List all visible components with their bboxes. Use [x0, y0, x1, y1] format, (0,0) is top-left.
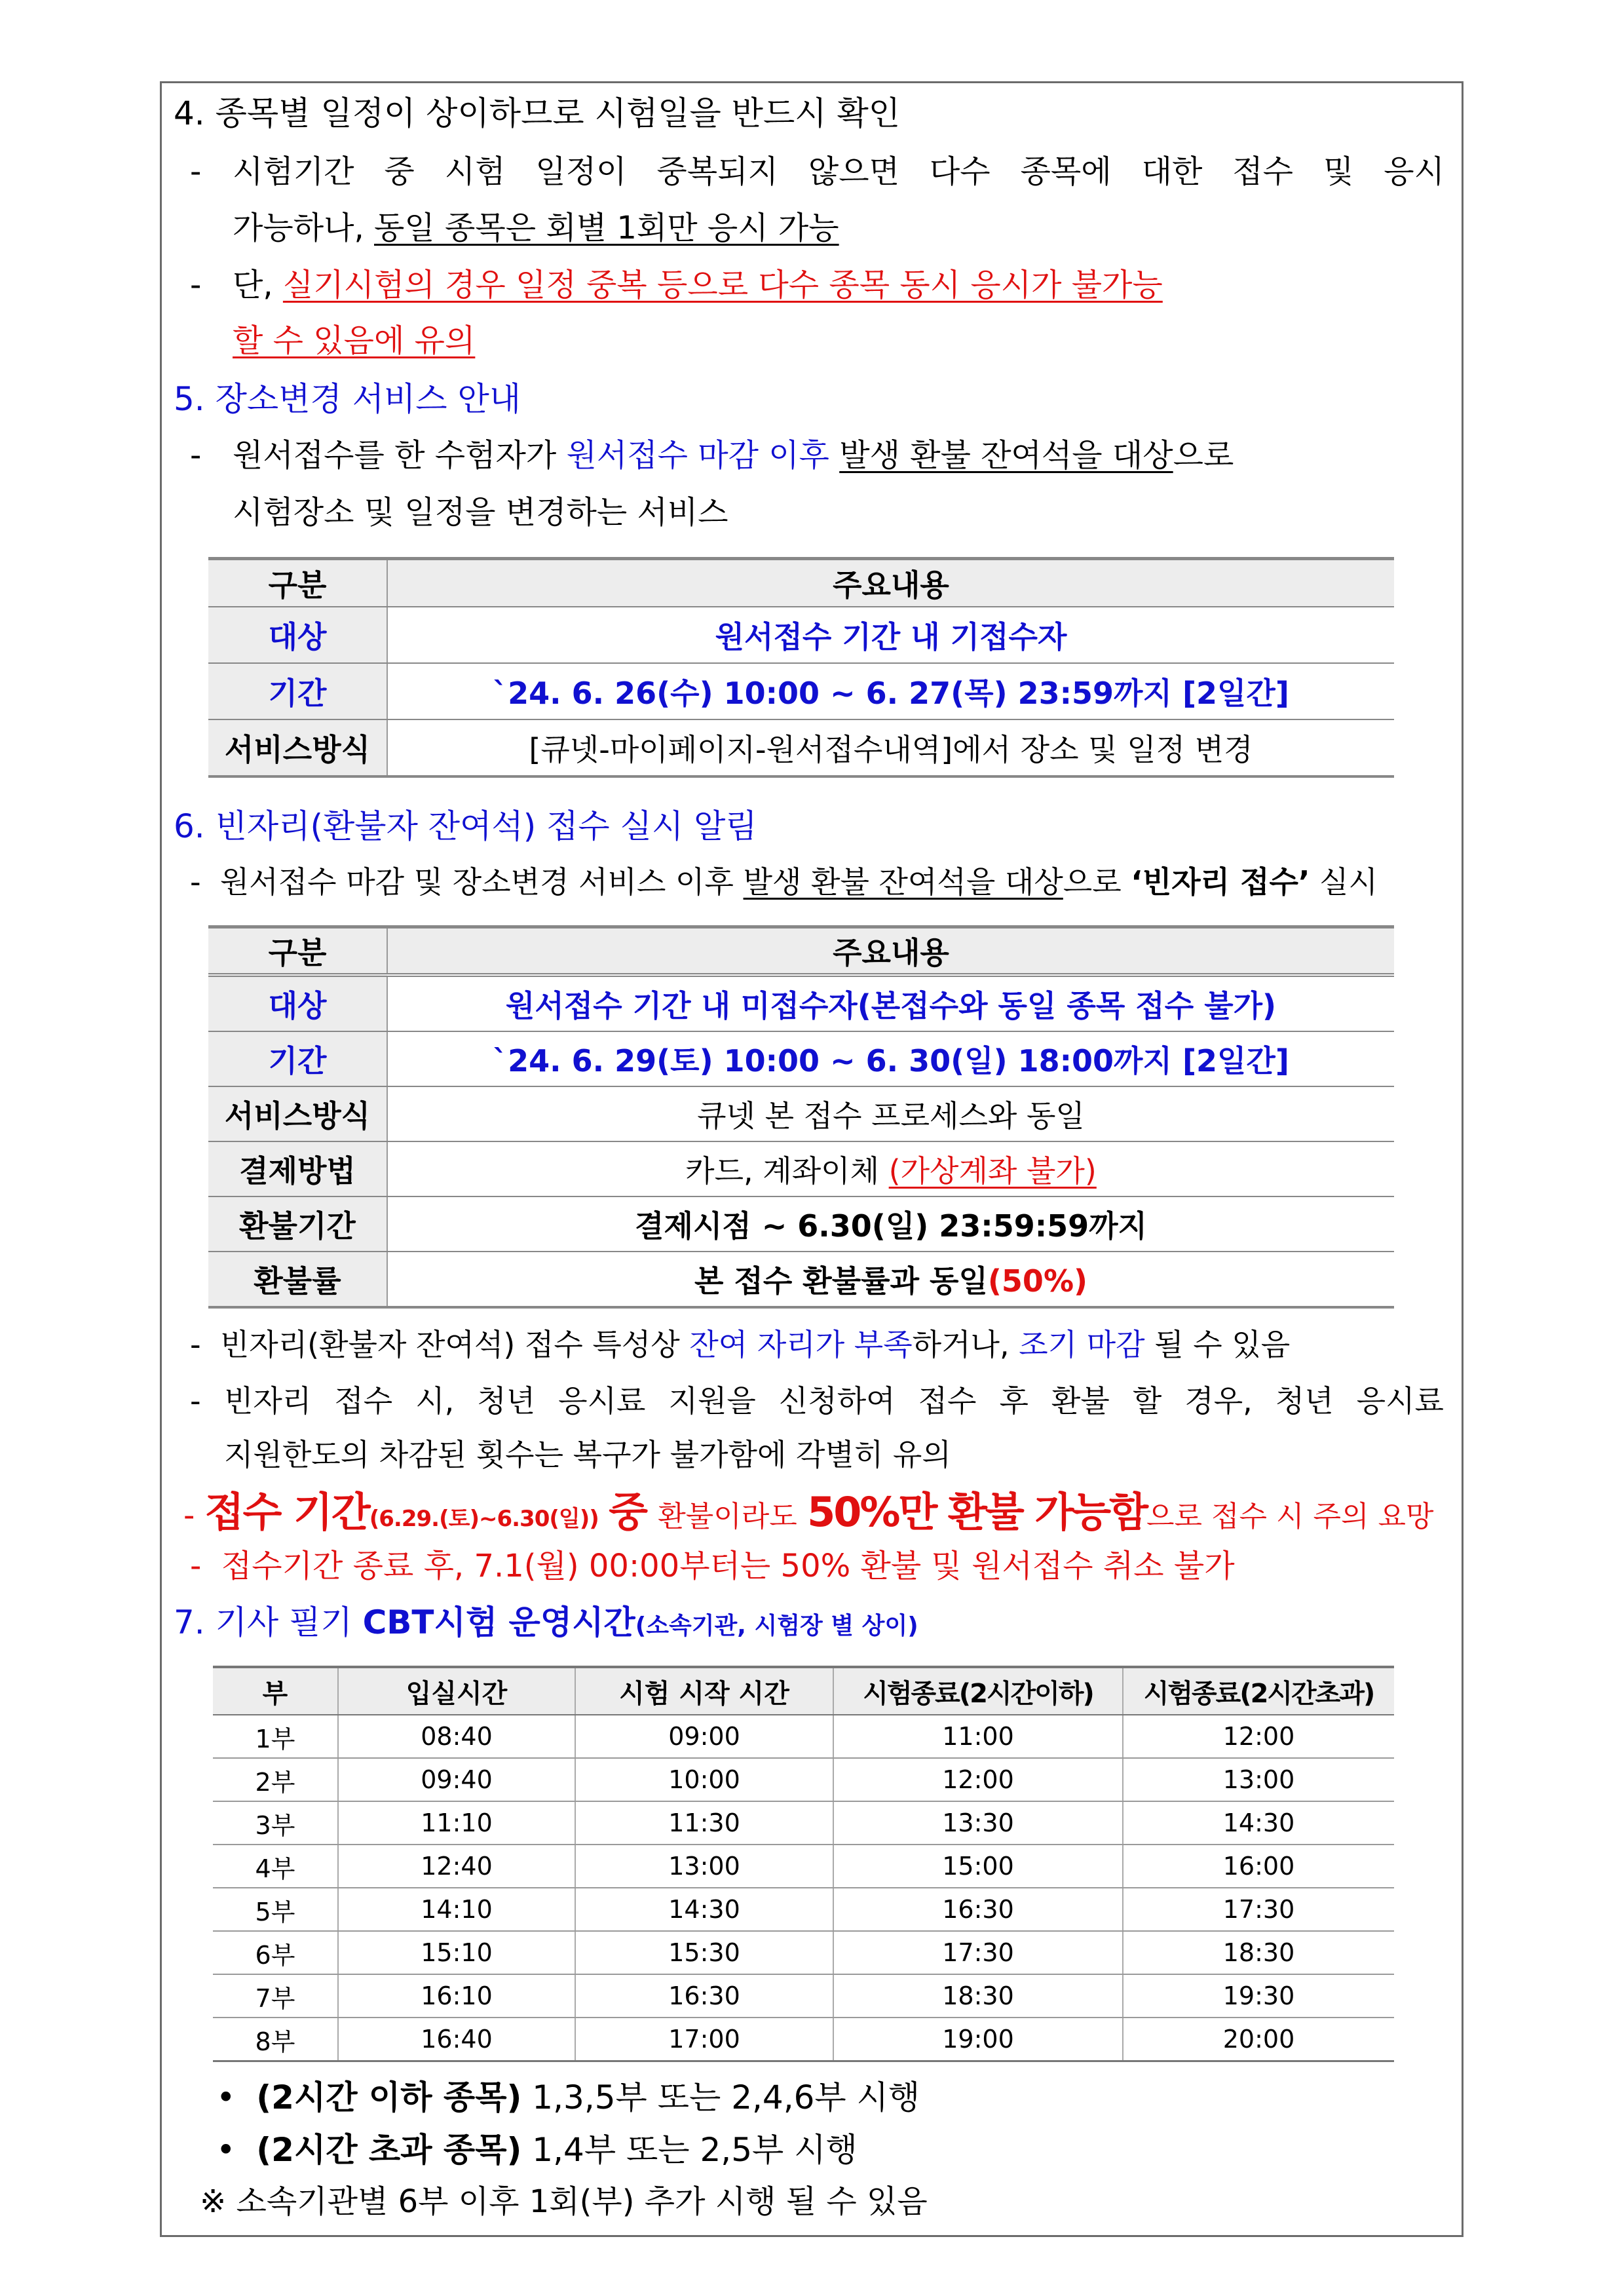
table-cell: 16:10 [338, 1974, 575, 2018]
table-row [213, 1758, 1394, 1801]
col-category: 구분 [208, 559, 387, 607]
table-cell: 16:30 [575, 1974, 833, 2018]
col-end-over2h: 시험종료(2시간초과) [1123, 1667, 1394, 1715]
table-cell: 19:30 [1123, 1974, 1394, 2018]
table-cell: 4부 [213, 1845, 338, 1888]
table-row: 결제방법 카드, 계좌이체 (가상계좌 불가) [208, 1141, 1394, 1196]
section7-heading: 7. 기사 필기 CBT시험 운영시간(소속기관, 시험장 별 상이) [174, 1603, 918, 1641]
same-item-once-note: 동일 종목은 회별 1회만 응시 가능 [374, 210, 839, 246]
bullet-over-2h: • (2시간 초과 종목) 1,4부 또는 2,5부 시행 [216, 2131, 858, 2169]
section5-line2: 시험장소 및 일정을 변경하는 서비스 [233, 494, 728, 531]
section6-note1: - 빈자리(환불자 잔여석) 접수 특성상 잔여 자리가 부족하거나, 조기 마감 될 수 있음 [190, 1327, 1291, 1362]
section6-note4: - 접수기간 종료 후, 7.1(월) 00:00부터는 50% 환불 및 원서접수 취소 불가 [190, 1548, 1235, 1584]
table-cell: 11:10 [338, 1801, 575, 1845]
table-cell: 12:00 [833, 1758, 1123, 1801]
section6-note2-line2: 지원한도의 차감된 횟수는 복구가 불가함에 각별히 유의 [224, 1437, 951, 1472]
section6-note3: - 접수 기간(6.29.(토)~6.30(일)) 중 환불이라도 50%만 환불 가능함으로 접수 시 주의 요망 [183, 1488, 1434, 1536]
table-cell: 17:00 [575, 2018, 833, 2061]
table-cell: 2부 [213, 1758, 338, 1801]
table-cell: 16:40 [338, 2018, 575, 2061]
section4-bullet2-line1: 단, 실기시험의 경우 일정 중복 등으로 다수 종목 동시 응시가 불가능 [233, 267, 1163, 303]
section4-dash-1: - [190, 153, 202, 190]
table-cell: 14:30 [575, 1888, 833, 1931]
table-cell: 19:00 [833, 2018, 1123, 2061]
section5-line1: 원서접수를 한 수험자가 원서접수 마감 이후 발생 환불 잔여석을 대상으로 [233, 437, 1234, 474]
table-row [213, 1974, 1394, 2018]
vacancy-registration-table [208, 925, 1394, 1309]
table-row [213, 1801, 1394, 1845]
table-cell: 09:00 [575, 1715, 833, 1758]
section6-heading: 6. 빈자리(환불자 잔여석) 접수 실시 알림 [174, 807, 757, 845]
table-header-row [213, 1667, 1394, 1715]
table-cell: 5부 [213, 1888, 338, 1931]
table-row: 서비스방식 [큐넷-마이페이지-원서접수내역]에서 장소 및 일정 변경 [208, 719, 1394, 776]
table-cell: 14:30 [1123, 1801, 1394, 1845]
col-content: 주요내용 [387, 559, 1394, 607]
table-cell: 16:30 [833, 1888, 1123, 1931]
section6-intro: - 원서접수 마감 및 장소변경 서비스 이후 발생 환불 잔여석을 대상으로 ‘빈자리 접수’ 실시 [190, 864, 1378, 900]
col-start-time: 시험 시작 시간 [575, 1667, 833, 1715]
table-cell: 15:10 [338, 1931, 575, 1974]
table-row: 환불기간 결제시점 ~ 6.30(일) 23:59:59까지 [208, 1196, 1394, 1252]
table-cell: 17:30 [833, 1931, 1123, 1974]
table-cell: 17:30 [1123, 1888, 1394, 1931]
table-cell: 09:40 [338, 1758, 575, 1801]
table-row [213, 1888, 1394, 1931]
table-cell: 18:30 [1123, 1931, 1394, 1974]
table-cell: 10:00 [575, 1758, 833, 1801]
section5-heading: 5. 장소변경 서비스 안내 [174, 380, 521, 418]
table-cell: 14:10 [338, 1888, 575, 1931]
location-change-table [208, 557, 1394, 778]
table-cell: 18:30 [833, 1974, 1123, 2018]
table-cell: 11:30 [575, 1801, 833, 1845]
table-cell: 8부 [213, 2018, 338, 2061]
table-cell: 15:30 [575, 1931, 833, 1974]
section4-bullet2-line2: 할 수 있음에 유의 [233, 322, 476, 359]
table-cell: 3부 [213, 1801, 338, 1845]
section4-heading: 4. 종목별 일정이 상이하므로 시험일을 반드시 확인 [174, 94, 901, 132]
table-cell: 20:00 [1123, 2018, 1394, 2061]
table-header-row [208, 559, 1394, 607]
section6-note2-line1: 빈자리 접수 시, 청년 응시료 지원을 신청하여 접수 후 환불 할 경우, 청년 응시료 [224, 1383, 1444, 1419]
table-row [213, 1715, 1394, 1758]
table-row: 기간 `24. 6. 26(수) 10:00 ~ 6. 27(목) 23:59까지 [2일간] [208, 663, 1394, 719]
table-cell: 15:00 [833, 1845, 1123, 1888]
section5-dash: - [190, 437, 202, 474]
table-row: 서비스방식 큐넷 본 접수 프로세스와 동일 [208, 1086, 1394, 1141]
table-cell: 08:40 [338, 1715, 575, 1758]
table-row: 환불률 본 접수 환불률과 동일(50%) [208, 1252, 1394, 1307]
table-cell: 12:00 [1123, 1715, 1394, 1758]
table-cell: 11:00 [833, 1715, 1123, 1758]
section4-bullet1-line2: 가능하나, 동일 종목은 회별 1회만 응시 가능 [233, 210, 839, 246]
section4-bullet1-line1: 시험기간 중 시험 일정이 중복되지 않으면 다수 종목에 대한 접수 및 응시 [233, 153, 1445, 190]
table-row [213, 1931, 1394, 1974]
bullet-under-2h: • (2시간 이하 종목) 1,3,5부 또는 2,4,6부 시행 [216, 2078, 920, 2116]
col-entry-time: 입실시간 [338, 1667, 575, 1715]
table-cell: 7부 [213, 1974, 338, 2018]
practical-exam-warning: 실기시험의 경우 일정 중복 등으로 다수 종목 동시 응시가 불가능 [282, 267, 1163, 303]
table-row: 기간 `24. 6. 29(토) 10:00 ~ 6. 30(일) 18:00까지 [2일간] [208, 1031, 1394, 1086]
table-row [213, 1845, 1394, 1888]
section6-note2-dash: - [190, 1383, 201, 1419]
table-cell: 1부 [213, 1715, 338, 1758]
cbt-schedule-table [213, 1666, 1394, 2062]
table-row: 대상 원서접수 기간 내 기접수자 [208, 607, 1394, 663]
section4-dash-2: - [190, 267, 202, 303]
col-end-under2h: 시험종료(2시간이하) [833, 1667, 1123, 1715]
table-row [213, 2018, 1394, 2061]
table-cell: 13:30 [833, 1801, 1123, 1845]
section7-note: ※ 소속기관별 6부 이후 1회(부) 추가 시행 될 수 있음 [200, 2183, 928, 2220]
table-header-row: 구분 주요내용 [208, 927, 1394, 976]
table-cell: 13:00 [575, 1845, 833, 1888]
table-row: 대상 원서접수 기간 내 미접수자(본접수와 동일 종목 접수 불가) [208, 975, 1394, 1031]
table-cell: 16:00 [1123, 1845, 1394, 1888]
table-cell: 12:40 [338, 1845, 575, 1888]
col-session: 부 [213, 1667, 338, 1715]
cbt-table-body [213, 1715, 1394, 2061]
table-cell: 6부 [213, 1931, 338, 1974]
table-cell: 13:00 [1123, 1758, 1394, 1801]
